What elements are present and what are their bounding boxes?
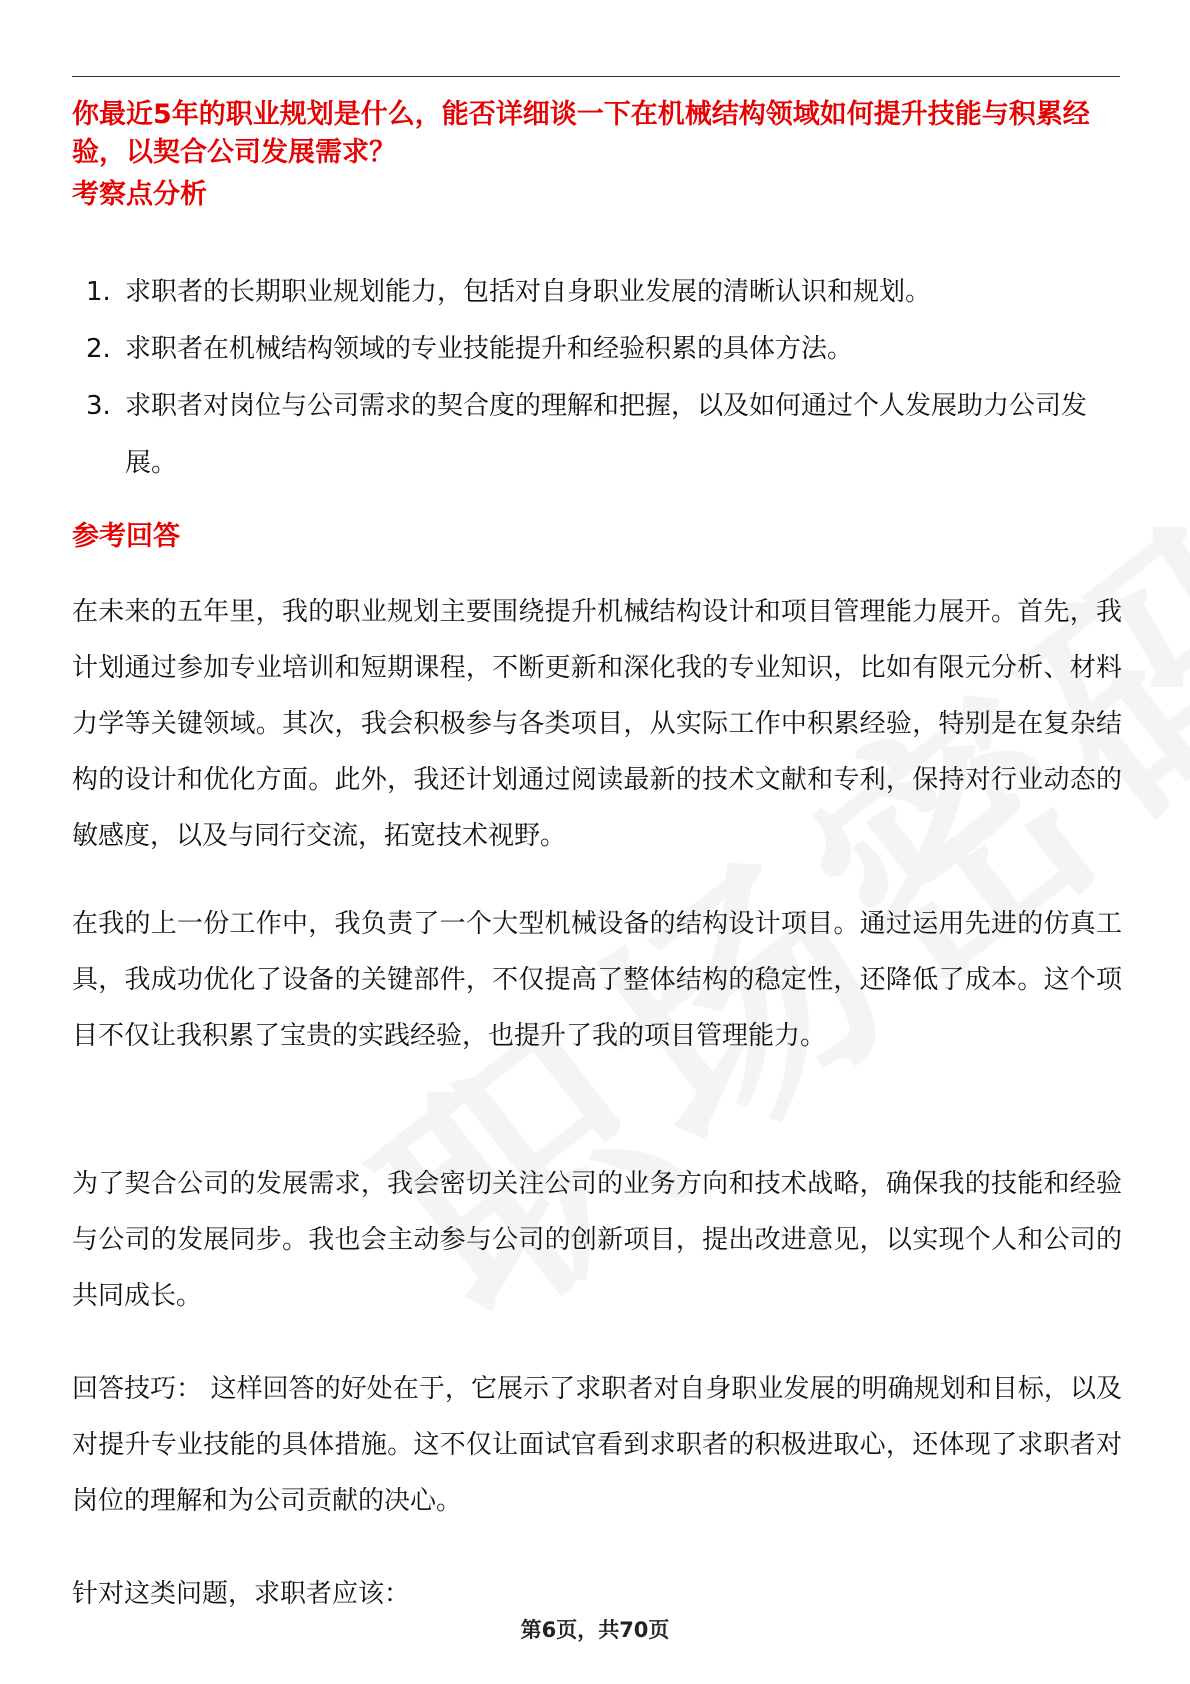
- analysis-title: 考察点分析: [72, 179, 207, 210]
- answer-paragraph: 在未来的五年里，我的职业规划主要围绕提升机械结构设计和项目管理能力展开。首先，我计划通过参加专业培训和短期课程，不断更新和深化我的专业知识，比如有限元分析、材料力学等关键领域。其次，我会积极参与各类项目，从实际工作中积累经验，特别是在复杂结构的设计和优化方面。此外，我还计划通过阅读最新的技术文献和专利，保持对行业动态的敏感度，以及与同行交流，拓宽技术视野。: [72, 597, 1122, 851]
- list-item-text: 求职者在机械结构领域的专业技能提升和经验积累的具体方法。: [125, 334, 854, 364]
- answer-paragraph: 针对这类问题，求职者应该：: [72, 1579, 411, 1609]
- list-number: 3.: [86, 391, 111, 421]
- page-number: 第6页，共70页: [520, 1618, 670, 1642]
- list-item-text: 求职者对岗位与公司需求的契合度的理解和把握，以及如何通过个人发展助力公司发展。: [125, 391, 1088, 478]
- answer-paragraph: 在我的上一份工作中，我负责了一个大型机械设备的结构设计项目。通过运用先进的仿真工具，我成功优化了设备的关键部件，不仅提高了整体结构的稳定性，还降低了成本。这个项目不仅让我积累了宝贵的实践经验，也提升了我的项目管理能力。: [72, 909, 1122, 1051]
- list-item: [72, 321, 1122, 378]
- list-number: 1.: [86, 277, 111, 307]
- analysis-list: [72, 264, 1122, 492]
- answer-title: 参考回答: [72, 521, 180, 552]
- list-item-text: 求职者的长期职业规划能力，包括对自身职业发展的清晰认识和规划。: [125, 277, 932, 307]
- list-item: [72, 264, 1122, 321]
- list-number: 2.: [86, 334, 111, 364]
- answer-tips-paragraph: 回答技巧： 这样回答的好处在于，它展示了求职者对自身职业发展的明确规划和目标，以及对提升专业技能的具体措施。这不仅让面试官看到求职者的积极进取心，还体现了求职者对岗位的理解和为公司贡献的决心。: [72, 1374, 1122, 1516]
- header-divider: [72, 76, 1120, 77]
- answer-paragraph: 为了契合公司的发展需求，我会密切关注公司的业务方向和技术战略，确保我的技能和经验与公司的发展同步。我也会主动参与公司的创新项目，提出改进意见，以实现个人和公司的共同成长。: [72, 1169, 1122, 1311]
- question-heading: 你最近5年的职业规划是什么，能否详细谈一下在机械结构领域如何提升技能与积累经验，以契合公司发展需求？: [72, 99, 1090, 168]
- list-item: [72, 378, 1122, 492]
